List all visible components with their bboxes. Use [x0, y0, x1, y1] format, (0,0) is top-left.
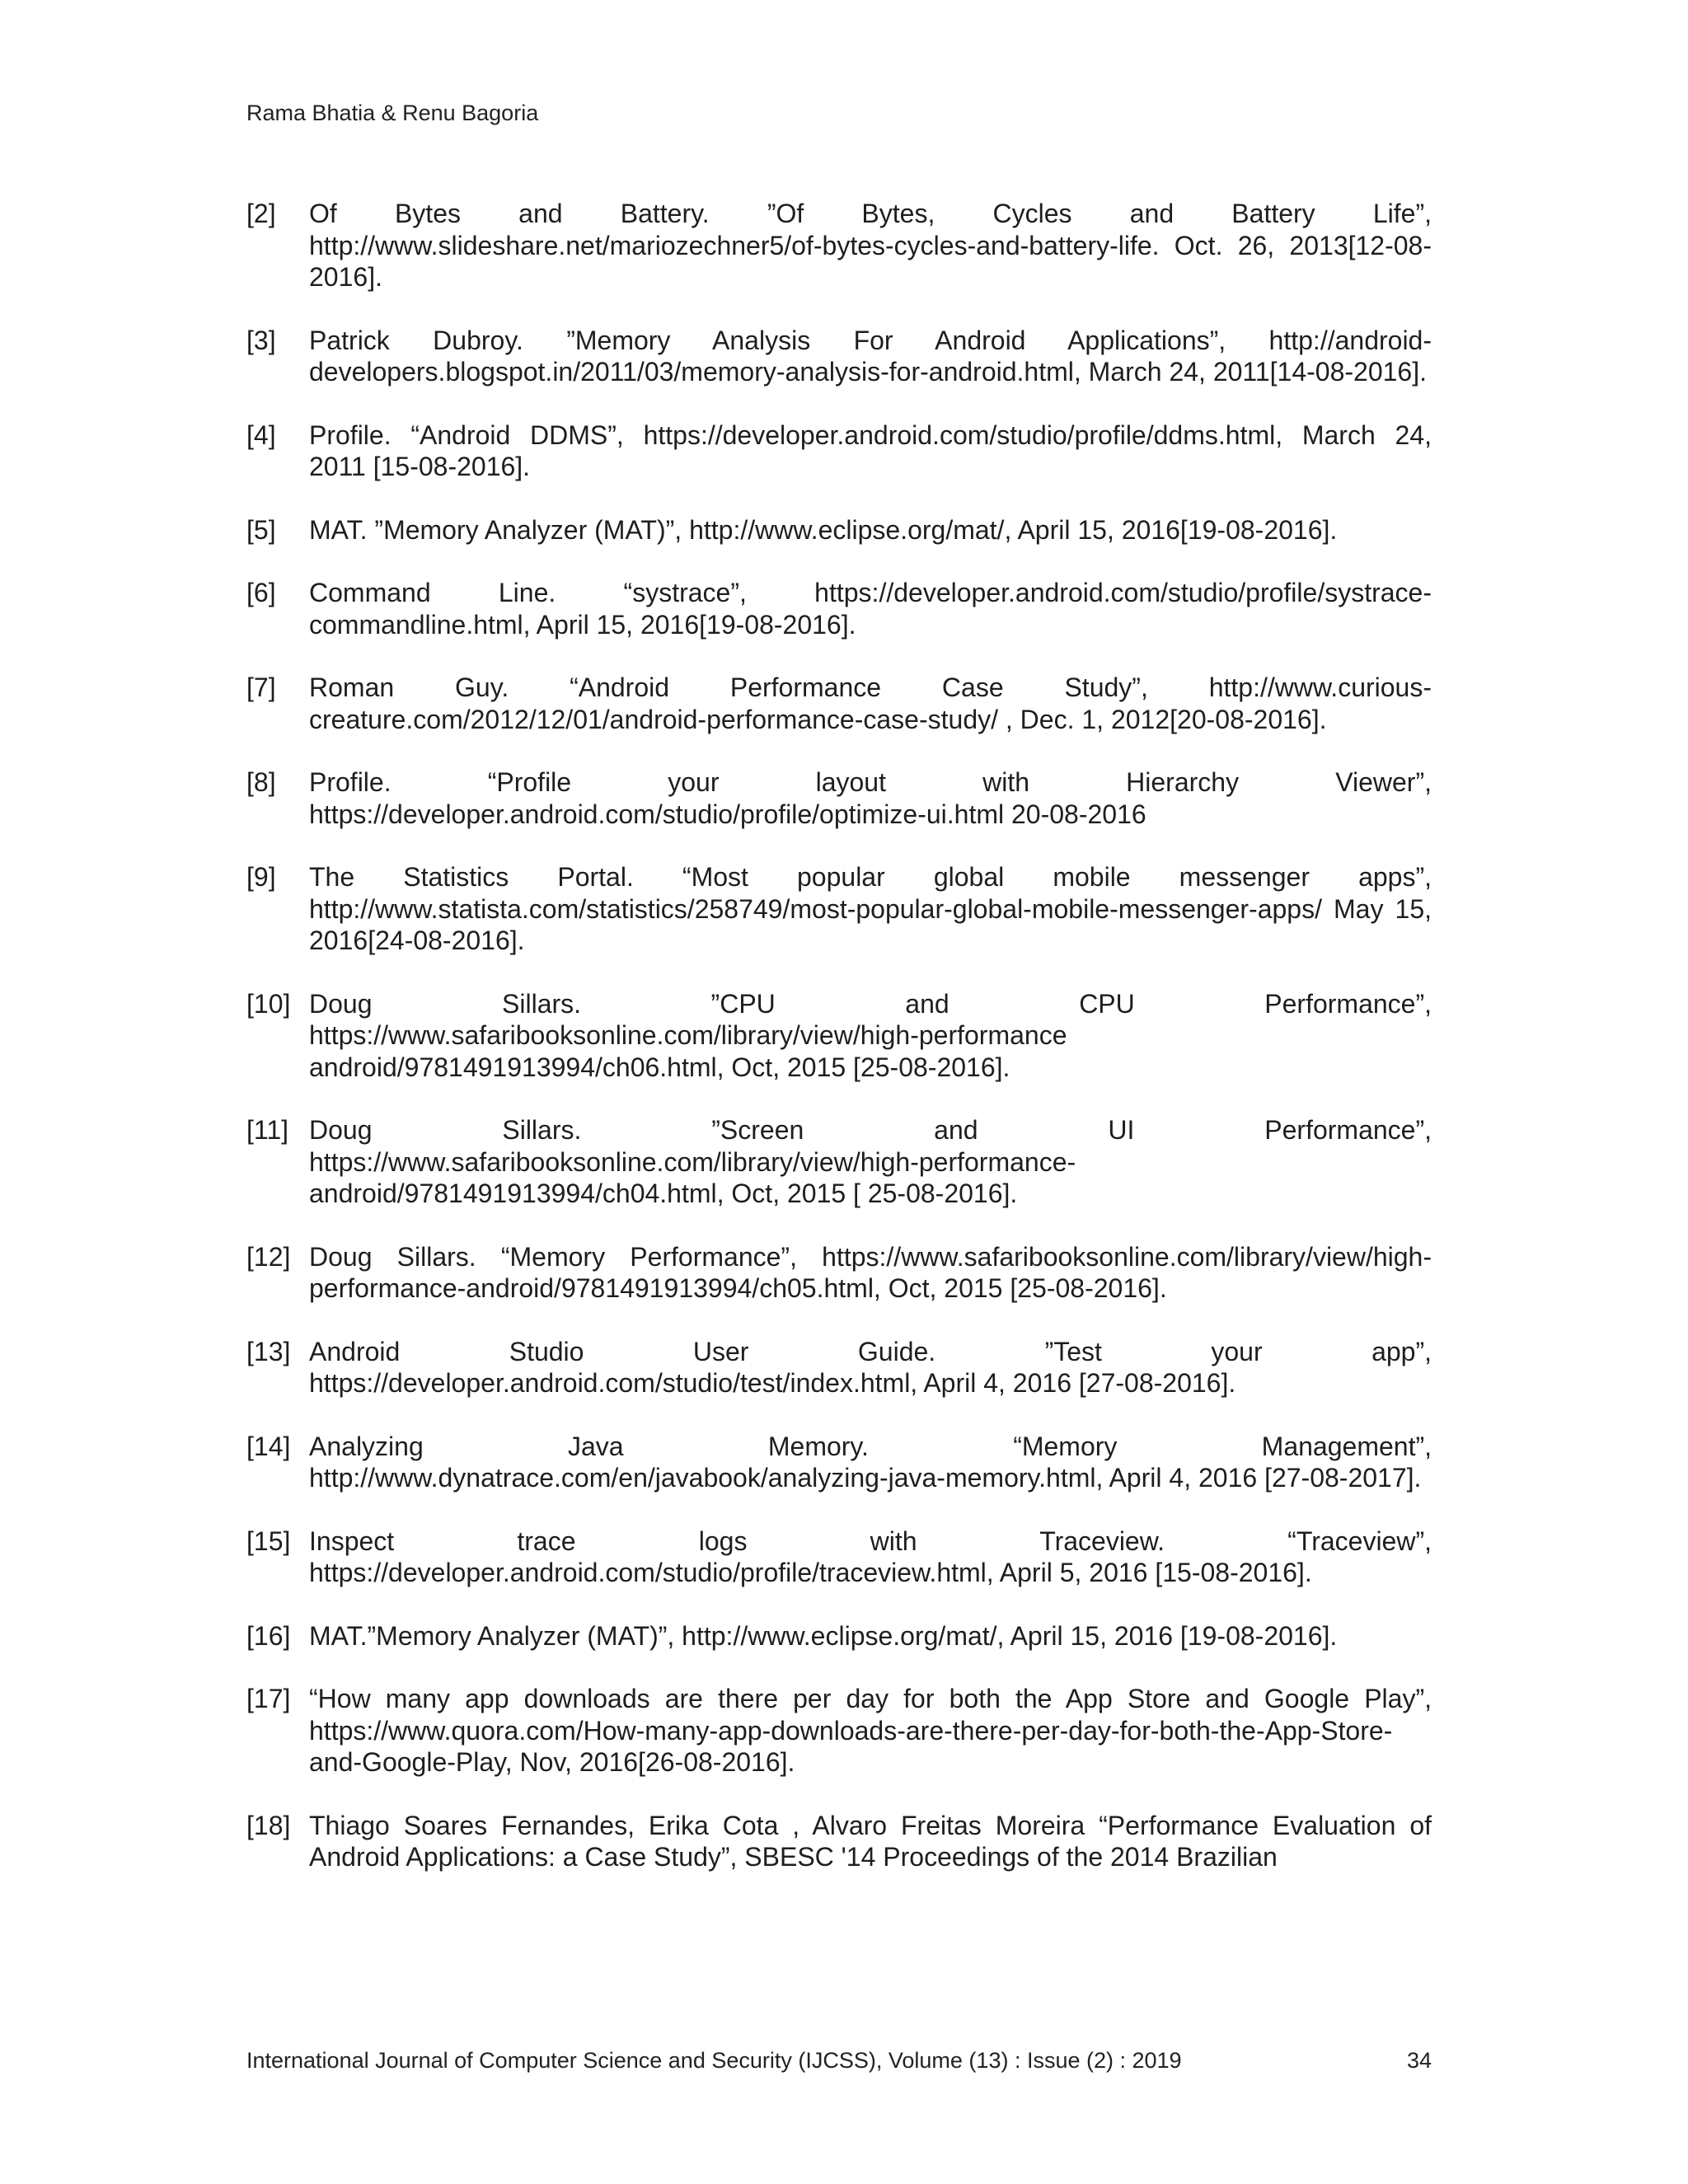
running-head-authors: Rama Bhatia & Renu Bagoria	[246, 101, 539, 125]
journal-citation: International Journal of Computer Science and Security (IJCSS), Volume (13) : Issue (2) : 2019	[246, 2048, 1182, 2073]
reference-text: The Statistics Portal. “Most popular global mobile messenger apps”, http://www.statista.com/statistics/258749/most-popular-global-mobile-messenger-apps/ May 15, 2016[24-08-2016].	[309, 862, 1432, 955]
reference-number: [15]	[246, 1526, 291, 1556]
reference-item	[246, 1336, 1432, 1399]
reference-number: [9]	[246, 862, 276, 892]
page-number: 34	[1406, 2048, 1432, 2073]
reference-item	[246, 198, 1432, 293]
reference-text: Patrick Dubroy. ”Memory Analysis For Android Applications”, http://android-developers.blogspot.in/2011/03/memory-analysis-for-android.html, March 24, 2011[14-08-2016].	[309, 325, 1432, 387]
reference-number: [18]	[246, 1810, 291, 1840]
reference-number: [5]	[246, 514, 276, 545]
reference-number: [13]	[246, 1336, 291, 1366]
reference-number: [7]	[246, 673, 276, 702]
reference-text: Of Bytes and Battery. ”Of Bytes, Cycles and Battery Life”, http://www.slideshare.net/mariozechner5/of-bytes-cycles-and-battery-life. Oct. 26, 2013[12-08-2016].	[309, 199, 1432, 292]
reference-number: [6]	[246, 578, 276, 607]
reference-number: [3]	[246, 325, 276, 355]
reference-number: [14]	[246, 1431, 291, 1461]
reference-text: Profile. “Android DDMS”, https://developer.android.com/studio/profile/ddms.html, March 24, 2011 [15-08-2016].	[309, 419, 1432, 481]
reference-list	[246, 198, 1432, 1905]
reference-item	[246, 1620, 1432, 1652]
reference-text: Analyzing Java Memory. “Memory Management”, http://www.dynatrace.com/en/javabook/analyzing-java-memory.html, April 4, 2016 [27-08-2017].	[309, 1431, 1432, 1493]
reference-item	[246, 1810, 1432, 1873]
reference-text: MAT. ”Memory Analyzer (MAT)”, http://www.eclipse.org/mat/, April 15, 2016[19-08-2016].	[309, 514, 1338, 545]
reference-item	[246, 577, 1432, 640]
reference-text: Command Line. “systrace”, https://developer.android.com/studio/profile/systrace-commandline.html, April 15, 2016[19-08-2016].	[309, 578, 1432, 640]
reference-item	[246, 1683, 1432, 1779]
reference-number: [2]	[246, 199, 276, 228]
reference-item	[246, 766, 1432, 830]
reference-text: MAT.”Memory Analyzer (MAT)”, http://www.eclipse.org/mat/, April 15, 2016 [19-08-2016].	[309, 1620, 1338, 1651]
reference-number: [10]	[246, 988, 291, 1019]
reference-item	[246, 861, 1432, 957]
reference-number: [8]	[246, 767, 276, 797]
reference-text: Doug Sillars. ”CPU and CPU Performance”, https://www.safaribooksonline.com/library/view/high-performance android/9781491913994/ch06.html, Oct, 2015 [25-08-2016].	[309, 988, 1432, 1082]
reference-item	[246, 325, 1432, 388]
reference-text: Roman Guy. “Android Performance Case Study”, http://www.curious-creature.com/2012/12/01/android-performance-case-study/ , Dec. 1, 2012[20-08-2016].	[309, 673, 1432, 734]
reference-item	[246, 1114, 1432, 1210]
reference-text: Inspect trace logs with Traceview. “Traceview”, https://developer.android.com/studio/profile/traceview.html, April 5, 2016 [15-08-2016].	[309, 1526, 1432, 1587]
reference-item	[246, 419, 1432, 483]
reference-text: “How many app downloads are there per day for both the App Store and Google Play”, https://www.quora.com/How-many-app-downloads-are-there-per-day-for-both-the-App-Store-and-Google-Play, Nov, 2016[26-08-2016].	[309, 1684, 1432, 1777]
reference-item	[246, 1431, 1432, 1494]
reference-number: [11]	[246, 1115, 288, 1145]
reference-text: Profile. “Profile your layout with Hierarchy Viewer”, https://developer.android.com/studio/profile/optimize-ui.html 20-08-2016	[309, 767, 1432, 829]
reference-item	[246, 1241, 1432, 1305]
reference-text: Thiago Soares Fernandes, Erika Cota , Alvaro Freitas Moreira “Performance Evaluation of Android Applications: a Case Study”, SBESC '14 Proceedings of the 2014 Brazilian	[309, 1810, 1432, 1872]
reference-item	[246, 672, 1432, 735]
reference-number: [12]	[246, 1241, 291, 1272]
reference-text: Doug Sillars. “Memory Performance”, https://www.safaribooksonline.com/library/view/high-performance-android/9781491913994/ch05.html, Oct, 2015 [25-08-2016].	[309, 1241, 1432, 1303]
reference-item	[246, 514, 1432, 546]
reference-item	[246, 988, 1432, 1084]
reference-item	[246, 1526, 1432, 1589]
reference-number: [16]	[246, 1620, 291, 1651]
reference-text: Android Studio User Guide. ”Test your app”, https://developer.android.com/studio/test/index.html, April 4, 2016 [27-08-2016].	[309, 1336, 1432, 1398]
reference-number: [17]	[246, 1684, 291, 1713]
reference-text: Doug Sillars. ”Screen and UI Performance”, https://www.safaribooksonline.com/library/view/high-performance-android/9781491913994/ch04.html, Oct, 2015 [ 25-08-2016].	[309, 1115, 1432, 1208]
reference-number: [4]	[246, 419, 276, 450]
